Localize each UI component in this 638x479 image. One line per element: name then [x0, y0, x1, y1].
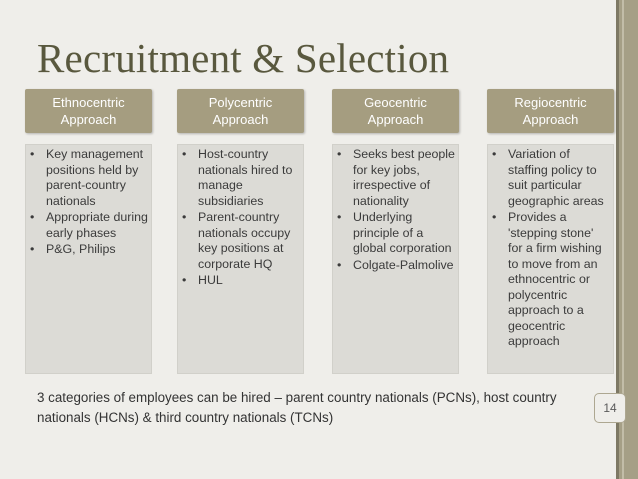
bullet-item: [182, 147, 300, 209]
page-number: 14: [594, 393, 626, 423]
column-header-line: Approach: [522, 112, 579, 127]
column-body: [177, 144, 304, 374]
bullet-text: Colgate-Palmolive: [353, 257, 454, 272]
bullet-text: Appropriate during early phases: [46, 210, 148, 240]
bullet-text: Key management positions held by parent-country nationals: [46, 147, 144, 208]
bullet-icon: •: [30, 147, 35, 161]
bullet-item: [337, 258, 455, 274]
bullet-icon: •: [182, 147, 187, 161]
bullet-list: [30, 147, 148, 258]
bullet-item: [492, 147, 610, 209]
bullet-icon: •: [30, 242, 35, 256]
bullet-item: [182, 273, 300, 289]
approach-column: [25, 89, 152, 374]
slide-title: Recruitment & Selection: [37, 35, 450, 81]
bullet-list: [337, 147, 455, 273]
bullet-icon: •: [182, 210, 187, 224]
bullet-text: HUL: [198, 273, 223, 287]
column-header-line: Geocentric: [364, 95, 427, 110]
bullet-list: [182, 147, 300, 289]
bullet-item: [30, 210, 148, 241]
approach-column: [487, 89, 614, 374]
bullet-icon: •: [492, 210, 497, 224]
bullet-item: [337, 147, 455, 209]
column-body: [25, 144, 152, 374]
footer-text: 3 categories of employees can be hired – parent country nationals (PCNs), host country nationals (HCNs) & third country nationals (TCNs): [37, 390, 557, 425]
bullet-text: Parent-country nationals occupy key positions at corporate HQ: [198, 210, 291, 271]
approach-column: [177, 89, 304, 374]
bullet-icon: •: [30, 210, 35, 224]
bullet-item: [492, 210, 610, 350]
column-header: [332, 89, 459, 133]
column-header-line: Regiocentric: [514, 95, 587, 110]
bullet-text: P&G, Philips: [46, 242, 116, 256]
column-header-line: Approach: [60, 112, 117, 127]
bullet-text: Host-country nationals hired to manage subsidiaries: [198, 147, 293, 208]
approach-column: [332, 89, 459, 374]
bullet-text: Provides a 'stepping stone' for a firm wishing to move from an ethnocentric or polycentric approach to a geocentric approach: [508, 210, 602, 348]
bullet-item: [337, 210, 455, 257]
column-header: [177, 89, 304, 133]
bullet-item: [30, 242, 148, 258]
column-header-line: Polycentric: [208, 95, 273, 110]
bullet-item: [30, 147, 148, 209]
bullet-icon: •: [337, 257, 342, 272]
column-header: [487, 89, 614, 133]
bullet-list: [492, 147, 610, 350]
bullet-icon: •: [337, 210, 342, 224]
column-header-line: Approach: [367, 112, 424, 127]
column-body: [487, 144, 614, 374]
bullet-text: Seeks best people for key jobs, irrespective of nationality: [353, 147, 455, 208]
bullet-icon: •: [337, 147, 342, 161]
bullet-item: [182, 210, 300, 272]
bullet-text: Underlying principle of a global corporation: [353, 210, 452, 255]
bullet-text: Variation of staffing policy to suit particular geographic areas: [508, 147, 604, 208]
column-header-line: Ethnocentric: [52, 95, 125, 110]
column-header-line: Approach: [212, 112, 269, 127]
column-header: [25, 89, 152, 133]
bullet-icon: •: [492, 147, 497, 161]
column-body: [332, 144, 459, 374]
bullet-icon: •: [182, 273, 187, 287]
